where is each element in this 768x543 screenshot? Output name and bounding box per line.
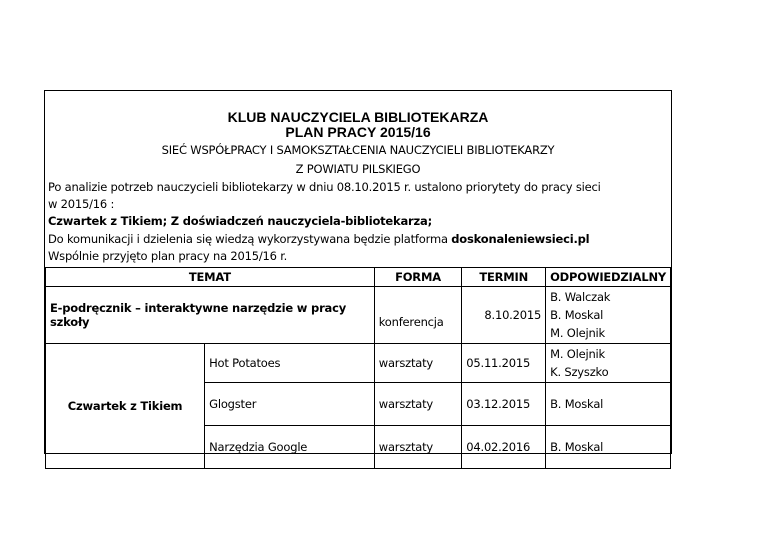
document-frame	[44, 90, 672, 454]
termin-cell: 05.11.2015	[462, 344, 546, 383]
person: K. Szyszko	[550, 365, 609, 379]
header-temat: TEMAT	[46, 268, 375, 287]
forma-cell: warsztaty	[374, 383, 462, 426]
table-row	[46, 344, 671, 383]
table-header-row	[46, 268, 671, 287]
termin-cell: 03.12.2015	[462, 383, 546, 426]
row1-forma-text: konferencja	[378, 315, 444, 329]
priorities-line: Czwartek z Tikiem; Z doświadczeń nauczyciela-bibliotekarza;	[48, 214, 432, 228]
subject-cell: Glogster	[205, 383, 375, 426]
platform-link[interactable]: doskonaleniewsieci.pl	[451, 232, 590, 246]
row1-temat: E-podręcznik – interaktywne narzędzie w pracy szkoły	[46, 287, 375, 344]
plan-table	[45, 267, 671, 469]
network-name: SIEĆ WSPÓŁPRACY I SAMOKSZTAŁCENIA NAUCZYCIELI BIBLIOTEKARZY	[161, 143, 555, 157]
subject-cell: Narzędzia Google	[205, 426, 375, 469]
forma-cell: warsztaty	[374, 426, 462, 469]
header-forma: FORMA	[374, 268, 462, 287]
plan-title: PLAN PRACY 2015/16	[285, 124, 431, 140]
person: B. Walczak	[550, 290, 611, 304]
club-title: KLUB NAUCZYCIELA BIBLIOTEKARZA	[227, 109, 489, 125]
platform-text: Do komunikacji i dzielenia się wiedzą wykorzystywana będzie platforma	[48, 232, 452, 246]
termin-cell: 04.02.2016	[462, 426, 546, 469]
persons-cell: B. Moskal	[546, 383, 671, 426]
platform-line	[48, 232, 589, 246]
person: M. Olejnik	[550, 347, 606, 361]
person: B. Moskal	[550, 308, 604, 322]
persons-cell	[546, 344, 671, 383]
table-row	[46, 287, 671, 344]
adopted-line: Wspólnie przyjęto plan pracy na 2015/16 r.	[48, 249, 288, 263]
forma-cell: warsztaty	[374, 344, 462, 383]
intro-line-2: w 2015/16 :	[48, 197, 115, 211]
row1-persons	[546, 287, 671, 344]
network-region: Z POWIATU PILSKIEGO	[295, 162, 421, 176]
row1-forma	[374, 287, 462, 344]
intro-line-1: Po analizie potrzeb nauczycieli bibliotekarzy w dniu 08.10.2015 r. ustalono priorytety do pracy sieci	[48, 180, 601, 194]
persons-cell: B. Moskal	[546, 426, 671, 469]
row1-termin: 8.10.2015	[462, 287, 546, 344]
header-odpowiedzialny: ODPOWIEDZIALNY	[546, 268, 671, 287]
group-temat: Czwartek z Tikiem	[46, 344, 205, 469]
subject-cell: Hot Potatoes	[205, 344, 375, 383]
person: M. Olejnik	[550, 326, 606, 340]
header-termin: TERMIN	[462, 268, 546, 287]
